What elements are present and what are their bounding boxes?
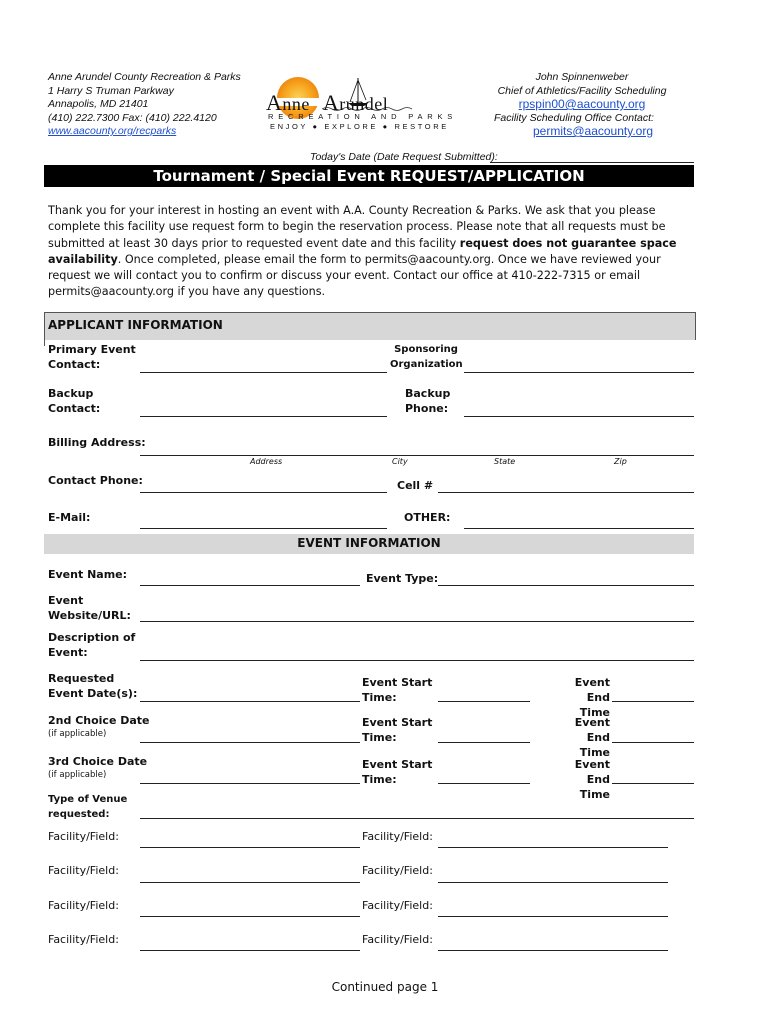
logo-subtitle: RECREATION AND PARKS (268, 112, 458, 121)
event-type-field[interactable] (438, 585, 694, 586)
sponsoring-org-field[interactable] (464, 372, 694, 373)
contact-email-link[interactable]: rpspin00@aacounty.org (518, 97, 646, 111)
logo-initial-a2: A (322, 90, 340, 115)
contact-title: Chief of Athletics/Facility Scheduling (497, 84, 667, 97)
other-field[interactable] (464, 528, 694, 529)
backup-phone-field[interactable] (464, 416, 694, 417)
second-choice-label: 2nd Choice Date (48, 714, 150, 727)
facility-label-6: Facility/Field: (362, 899, 433, 912)
facility-field-5[interactable] (140, 916, 360, 917)
sponsoring-org-label: Sponsoring Organization (390, 344, 463, 370)
start-time-label-1: Event Start Time: (362, 676, 433, 704)
email-field[interactable] (140, 528, 387, 529)
todays-date-label: Today's Date (Date Request Submitted): (310, 151, 498, 163)
backup-contact-label: Backup Contact: (48, 387, 101, 415)
contact-block (482, 71, 682, 112)
start-time-label-2: Event Start Time: (362, 716, 433, 744)
event-website-label: Event Website/URL: (48, 594, 131, 622)
start-time-field-2[interactable] (438, 742, 530, 743)
facility-field-1[interactable] (140, 847, 360, 848)
city-caption: City (392, 457, 408, 466)
intro-paragraph (48, 203, 698, 301)
cell-field[interactable] (438, 492, 694, 493)
primary-contact-field[interactable] (140, 372, 387, 373)
facility-field-2[interactable] (438, 847, 668, 848)
backup-contact-field[interactable] (140, 416, 387, 417)
contact-name: John Spinnenweber (535, 71, 629, 83)
logo-tagline: ENJOY ● EXPLORE ● RESTORE (270, 122, 449, 131)
zip-caption: Zip (614, 457, 627, 466)
facility-label-5: Facility/Field: (48, 899, 119, 912)
todays-date-field[interactable] (490, 162, 694, 163)
start-time-label-3: Event Start Time: (362, 758, 433, 786)
office-contact-label: Facility Scheduling Office Contact: (494, 112, 654, 124)
facility-field-6[interactable] (438, 916, 668, 917)
org-name: Anne Arundel County Recreation & Parks (48, 71, 241, 83)
start-time-field-3[interactable] (438, 783, 530, 784)
event-section-header (44, 534, 694, 554)
event-name-field[interactable] (140, 585, 360, 586)
logo-word-anne: nne (282, 94, 310, 114)
state-caption: State (494, 457, 516, 466)
second-if-applicable: (if applicable) (48, 729, 107, 739)
venue-type-field[interactable] (140, 818, 694, 819)
office-email-link[interactable]: permits@aacounty.org (533, 124, 654, 138)
end-time-label-1: Event End Time (574, 676, 610, 719)
form-title: Tournament / Special Event REQUEST/APPLICATION (44, 165, 694, 187)
contact-phone-label: Contact Phone: (48, 474, 143, 487)
org-city: Annapolis, MD 21401 (48, 98, 149, 110)
intro-text-2: . Once completed, please email the form to permits@aacounty.org. Once we have reviewed your request we will contact you to confirm or discuss your event. Contact our office at 410-222-7315 or email permits@aacounty.org if you have any questions. (48, 252, 661, 299)
org-street: 1 Harry S Truman Parkway (48, 84, 174, 97)
facility-field-4[interactable] (438, 882, 668, 883)
logo-initial-a: A (266, 90, 283, 115)
third-choice-field[interactable] (140, 783, 360, 784)
event-type-label: Event Type: (366, 572, 439, 585)
intro-bold-notice: request does not guarantee space availability (48, 236, 677, 266)
third-if-applicable: (if applicable) (48, 770, 107, 780)
event-section-title: EVENT INFORMATION (297, 536, 441, 550)
email-label: E-Mail: (48, 511, 91, 524)
backup-phone-label: Backup Phone: (405, 387, 451, 415)
facility-label-2: Facility/Field: (362, 830, 433, 843)
end-time-label-3: Event End Time (574, 758, 610, 801)
event-description-label: Description of Event: (48, 631, 136, 659)
end-time-label-2: Event End Time (574, 716, 610, 759)
section-left-border (44, 312, 45, 346)
org-address-block (48, 71, 241, 139)
applicant-section-header (44, 312, 696, 340)
facility-field-8[interactable] (438, 950, 668, 951)
event-description-field[interactable] (140, 660, 694, 661)
venue-type-label: Type of Venue requested: (48, 794, 128, 820)
requested-dates-label: Requested Event Date(s): (48, 672, 138, 700)
event-name-label: Event Name: (48, 568, 128, 581)
facility-label-1: Facility/Field: (48, 830, 119, 843)
facility-label-8: Facility/Field: (362, 933, 433, 946)
org-website-link[interactable]: www.aacounty.org/recparks (48, 125, 177, 137)
applicant-section-title: APPLICANT INFORMATION (48, 318, 223, 332)
end-time-field-3[interactable] (612, 783, 694, 784)
requested-dates-field[interactable] (140, 701, 360, 702)
facility-label-7: Facility/Field: (48, 933, 119, 946)
second-choice-field[interactable] (140, 742, 360, 743)
end-time-field-2[interactable] (612, 742, 694, 743)
event-website-field[interactable] (140, 621, 694, 622)
org-phone-fax: (410) 222.7300 Fax: (410) 222.4120 (48, 111, 217, 124)
other-label: OTHER: (404, 511, 451, 524)
cell-label: Cell # (397, 479, 434, 492)
start-time-field-1[interactable] (438, 701, 530, 702)
logo-word-arundel: rundel (339, 94, 389, 114)
page-footer: Continued page 1 (331, 980, 439, 994)
address-caption: Address (250, 457, 283, 466)
anne-arundel-logo (262, 72, 458, 134)
billing-address-label: Billing Address: (48, 436, 146, 449)
contact-phone-field[interactable] (140, 492, 387, 493)
intro-text-1: Thank you for your interest in hosting an event with A.A. County Recreation & Parks. We ask that you please complete this facility use request form to begin the reservation process. Please note that all requests must be submitted at least 30 days prior to requested event date and this facility (48, 204, 666, 250)
facility-label-4: Facility/Field: (362, 864, 433, 877)
primary-contact-label: Primary Event Contact: (48, 343, 136, 371)
billing-address-field[interactable] (140, 455, 694, 456)
end-time-field-1[interactable] (612, 701, 694, 702)
facility-field-3[interactable] (140, 882, 360, 883)
facility-field-7[interactable] (140, 950, 360, 951)
facility-label-3: Facility/Field: (48, 864, 119, 877)
third-choice-label: 3rd Choice Date (48, 755, 148, 768)
